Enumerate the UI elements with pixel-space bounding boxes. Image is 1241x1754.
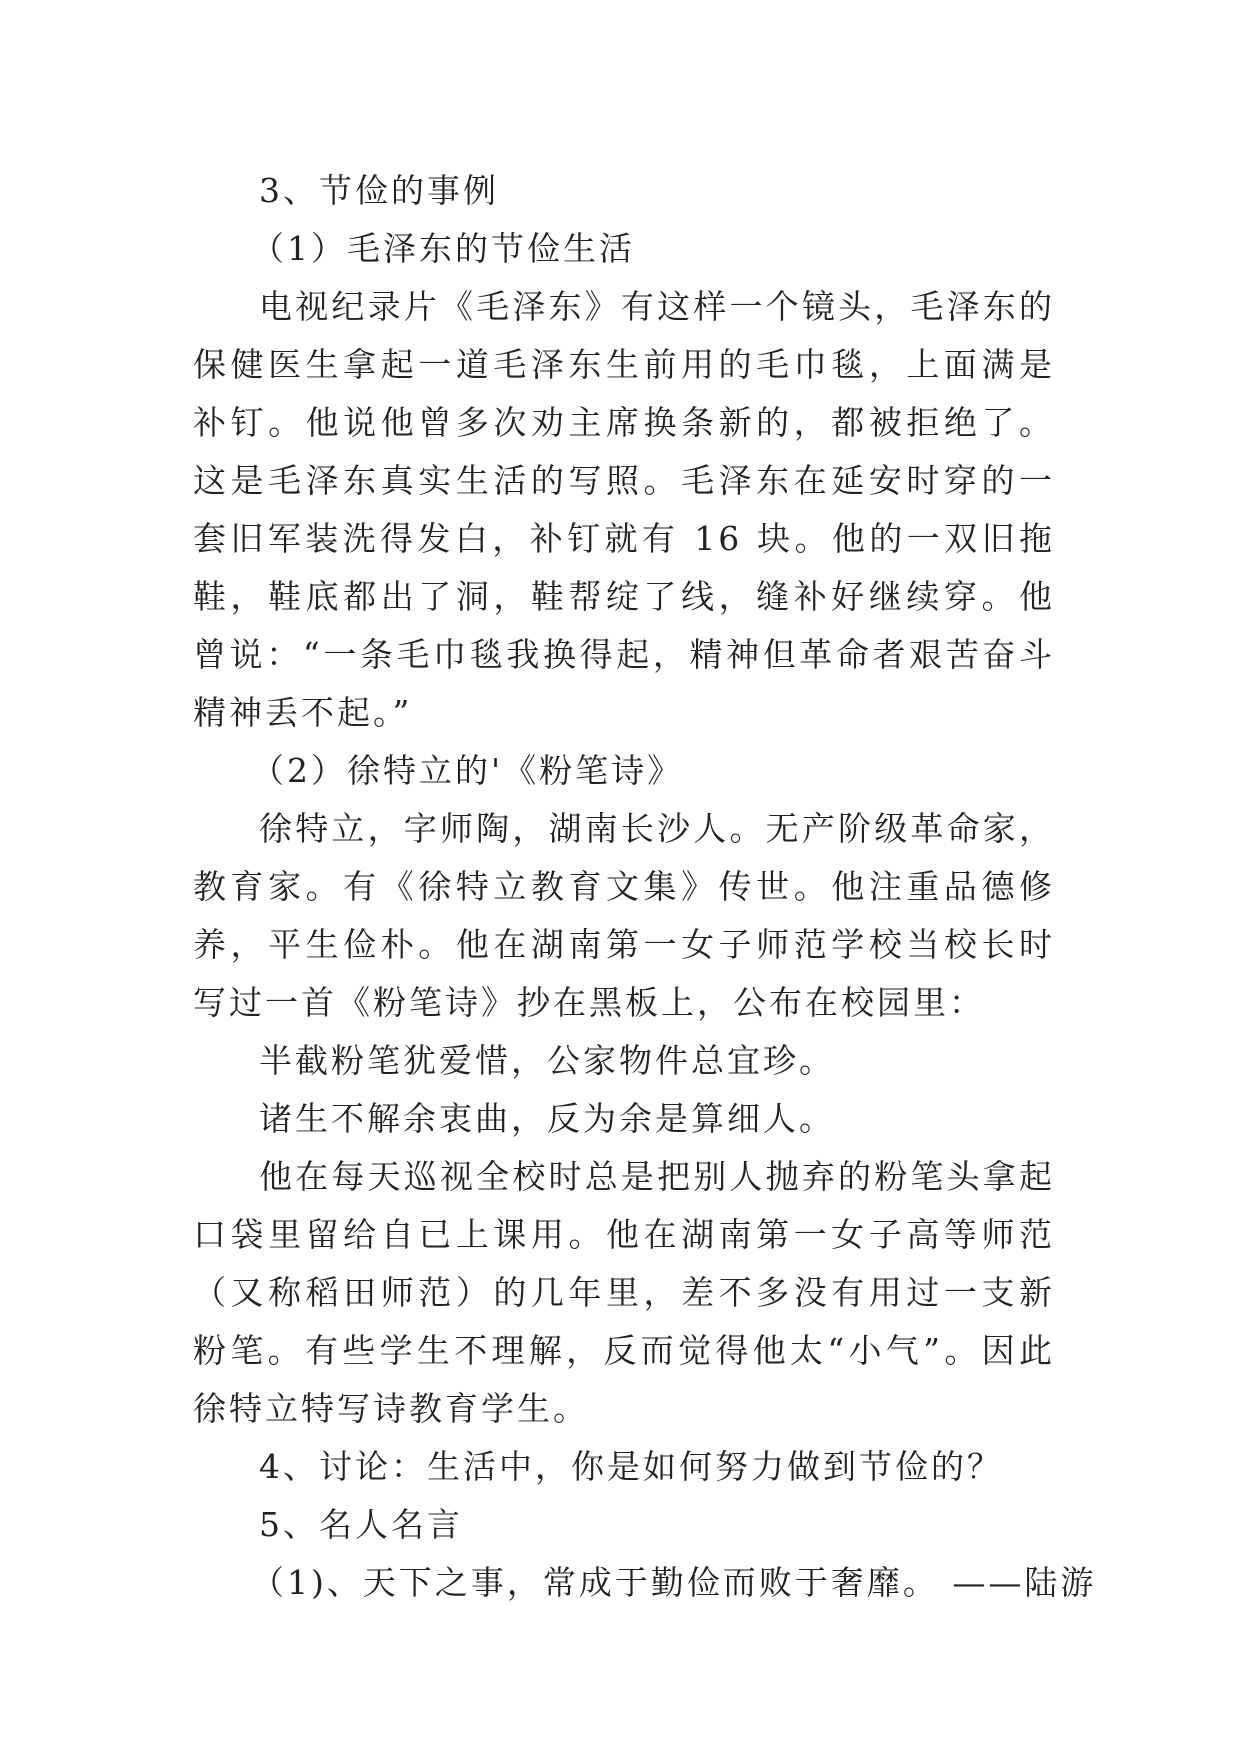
subheading-xu: （2）徐特立的'《粉笔诗》 <box>251 751 684 790</box>
subheading-mao: （1）毛泽东的节俭生活 <box>251 229 635 268</box>
section-heading-5: 5、名人名言 <box>259 1505 463 1544</box>
quote-luyou: （1)、天下之事，常成于勤俭而败于奢靡。 ——陆游 <box>251 1563 1097 1602</box>
section-heading-4: 4、讨论：生活中，你是如何努力做到节俭的？ <box>259 1447 1003 1486</box>
poem-line-2: 诸生不解余衷曲，反为余是算细人。 <box>259 1099 835 1138</box>
document-body <box>193 162 1097 1612</box>
paragraph-mao: 电视纪录片《毛泽东》有这样一个镜头，毛泽东的保健医生拿起一道毛泽东生前用的毛巾毯，上面满是补钉。他说他曾多次劝主席换条新的，都被拒绝了。这是毛泽东真实生活的写照。毛泽东在延安时穿的一套旧军装洗得发白，补钉就有 16 块。他的一双旧拖鞋，鞋底都出了洞，鞋帮绽了线，缝补好继续穿。他曾说：“一条毛巾毯我换得起，精神但革命者艰苦奋斗精神丢不起。” <box>193 287 1055 732</box>
section-heading-3: 3、节俭的事例 <box>259 171 499 210</box>
paragraph-xu: 徐特立，字师陶，湖南长沙人。无产阶级革命家，教育家。有《徐特立教育文集》传世。他注重品德修养，平生俭朴。他在湖南第一女子师范学校当校长时写过一首《粉笔诗》抄在黑板上，公布在校园里： <box>193 809 1055 1022</box>
poem-line-1: 半截粉笔犹爱惜，公家物件总宜珍。 <box>259 1041 835 1080</box>
paragraph-xu-2: 他在每天巡视全校时总是把别人抛弃的粉笔头拿起口袋里留给自已上课用。他在湖南第一女子高等师范（又称稻田师范）的几年里，差不多没有用过一支新粉笔。有些学生不理解，反而觉得他太“小气”。因此徐特立特写诗教育学生。 <box>193 1157 1055 1428</box>
